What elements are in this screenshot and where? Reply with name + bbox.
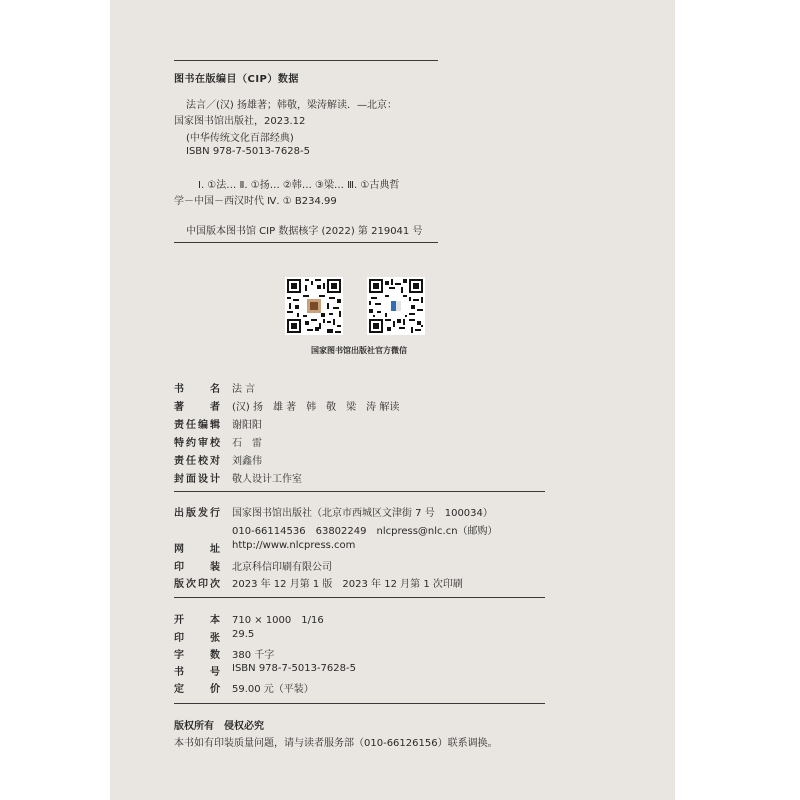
spec-value: 29.5 bbox=[232, 629, 255, 640]
spec-value: 710 × 1000 1/16 bbox=[232, 615, 324, 626]
cip-bottom-rule bbox=[174, 242, 438, 243]
label-char: 网 bbox=[174, 544, 184, 555]
credit-value: (汉) 扬 雄 著 韩 敬 梁 涛 解读 bbox=[232, 402, 400, 413]
cip-line: (中华传统文化百部经典) bbox=[186, 133, 294, 144]
label-char: 书 bbox=[174, 384, 184, 395]
cip-line: 法言／(汉) 扬雄著；韩敬，梁涛解读．—北京： bbox=[186, 100, 397, 111]
spec-label bbox=[174, 663, 220, 678]
qr-code-icon bbox=[367, 277, 425, 335]
label-char: 计 bbox=[210, 474, 220, 485]
cip-line: 学－中国－西汉时代 Ⅳ. ① B234.99 bbox=[174, 196, 337, 207]
label-char: 出 bbox=[174, 508, 184, 519]
spec-value: 59.00 元（平装） bbox=[232, 684, 314, 695]
label-char: 行 bbox=[210, 508, 220, 519]
publish-value: http://www.nlcpress.com bbox=[232, 540, 356, 551]
credit-value: 石 雷 bbox=[232, 438, 262, 449]
specs-top-rule bbox=[174, 597, 545, 598]
rights-title: 版权所有 侵权必究 bbox=[174, 721, 264, 732]
credit-label bbox=[174, 398, 220, 413]
spec-value: 380 千字 bbox=[232, 650, 275, 661]
label-char: 面 bbox=[186, 474, 196, 485]
credit-value: 敬人设计工作室 bbox=[232, 474, 302, 485]
label-char: 址 bbox=[210, 544, 220, 555]
cip-title: 图书在版编目（CIP）数据 bbox=[174, 74, 299, 85]
label-char: 者 bbox=[210, 402, 220, 413]
label-char: 校 bbox=[210, 438, 220, 449]
rights-top-rule bbox=[174, 703, 545, 704]
label-char: 审 bbox=[198, 438, 208, 449]
credit-label bbox=[174, 470, 220, 485]
label-char: 书 bbox=[174, 667, 184, 678]
label-char: 编 bbox=[198, 420, 208, 431]
label-char: 封 bbox=[174, 474, 184, 485]
label-char: 约 bbox=[186, 438, 196, 449]
cip-line: 中国版本图书馆 CIP 数据核字 (2022) 第 219041 号 bbox=[186, 226, 423, 237]
label-char: 任 bbox=[186, 456, 196, 467]
label-char: 版 bbox=[186, 508, 196, 519]
label-char: 本 bbox=[210, 615, 220, 626]
label-char: 印 bbox=[174, 633, 184, 644]
label-char: 开 bbox=[174, 615, 184, 626]
publish-top-rule bbox=[174, 491, 545, 492]
label-char: 定 bbox=[174, 684, 184, 695]
label-char: 印 bbox=[174, 562, 184, 573]
qr-caption: 国家图书馆出版社官方微信 bbox=[311, 346, 407, 355]
label-char: 装 bbox=[210, 562, 220, 573]
publish-value: 国家图书馆出版社（北京市西城区文津街 7 号 100034） bbox=[232, 508, 493, 519]
publish-value: 010-66114536 63802249 nlcpress@nlc.cn（邮购） bbox=[232, 526, 498, 537]
qr-code-right bbox=[367, 277, 425, 335]
label-char: 校 bbox=[198, 456, 208, 467]
publish-value: 2023 年 12 月第 1 版 2023 年 12 月第 1 次印刷 bbox=[232, 579, 463, 590]
label-char: 辑 bbox=[210, 420, 220, 431]
credit-value: 谢阳阳 bbox=[232, 420, 262, 431]
publish-label bbox=[174, 575, 220, 590]
cip-line: Ⅰ. ①法… Ⅱ. ①扬… ②韩… ③梁… Ⅲ. ①古典哲 bbox=[198, 180, 400, 191]
cip-line: 国家图书馆出版社，2023.12 bbox=[174, 116, 306, 127]
label-char: 张 bbox=[210, 633, 220, 644]
qr-code-left bbox=[285, 277, 343, 335]
label-char: 号 bbox=[210, 667, 220, 678]
credit-label bbox=[174, 452, 220, 467]
spec-label bbox=[174, 629, 220, 644]
label-char: 版 bbox=[174, 579, 184, 590]
label-char: 设 bbox=[198, 474, 208, 485]
spec-label bbox=[174, 611, 220, 626]
spec-label bbox=[174, 680, 220, 695]
publish-label bbox=[174, 504, 220, 519]
credit-label bbox=[174, 434, 220, 449]
label-char: 对 bbox=[210, 456, 220, 467]
label-char: 发 bbox=[198, 508, 208, 519]
publish-value: 北京科信印刷有限公司 bbox=[232, 562, 332, 573]
spec-label bbox=[174, 646, 220, 661]
label-char: 著 bbox=[174, 402, 184, 413]
label-char: 价 bbox=[210, 684, 220, 695]
qr-code-icon bbox=[285, 277, 343, 335]
spec-value: ISBN 978-7-5013-7628-5 bbox=[232, 663, 356, 674]
label-char: 印 bbox=[198, 579, 208, 590]
cip-line: ISBN 978-7-5013-7628-5 bbox=[186, 146, 310, 157]
label-char: 次 bbox=[186, 579, 196, 590]
publish-label bbox=[174, 558, 220, 573]
label-char: 责 bbox=[174, 420, 184, 431]
publish-label bbox=[174, 540, 220, 555]
credit-label bbox=[174, 380, 220, 395]
credit-value: 刘鑫伟 bbox=[232, 456, 262, 467]
label-char: 责 bbox=[174, 456, 184, 467]
credit-label bbox=[174, 416, 220, 431]
credit-value: 法 言 bbox=[232, 384, 256, 395]
label-char: 名 bbox=[210, 384, 220, 395]
label-char: 任 bbox=[186, 420, 196, 431]
label-char: 特 bbox=[174, 438, 184, 449]
cip-top-rule bbox=[174, 60, 438, 61]
label-char: 字 bbox=[174, 650, 184, 661]
rights-text: 本书如有印装质量问题，请与读者服务部（010-66126156）联系调换。 bbox=[174, 738, 498, 749]
label-char: 次 bbox=[210, 579, 220, 590]
label-char: 数 bbox=[210, 650, 220, 661]
